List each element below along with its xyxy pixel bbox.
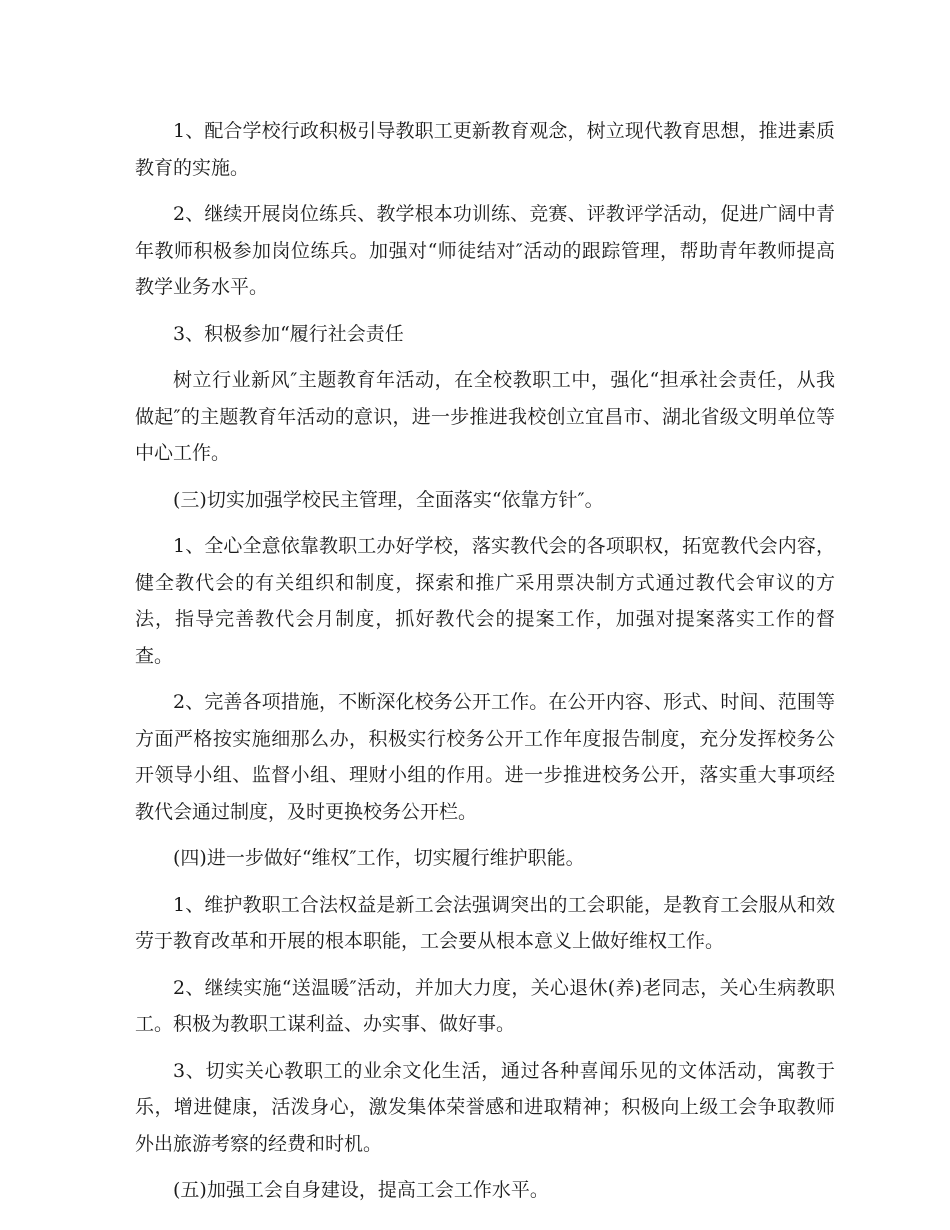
paragraph: 1、维护教职工合法权益是新工会法强调突出的工会职能，是教育工会服从和效劳于教育改革和开展的根本职能，工会要从根本意义上做好维权工作。 — [135, 893, 835, 952]
paragraph: 3、切实关心教职工的业余文化生活，通过各种喜闻乐见的文体活动，寓教于乐，增进健康，活泼身心，激发集体荣誉感和进取精神；积极向上级工会争取教师外出旅游考察的经费和时机。 — [135, 1059, 835, 1155]
paragraph: 2、完善各项措施，不断深化校务公开工作。在公开内容、形式、时间、范围等方面严格按实施细那么办，积极实行校务公开工作年度报告制度，充分发挥校务公开领导小组、监督小组、理财小组的作用。进一步推进校务公开，落实重大事项经教代会通过制度，及时更换校务公开栏。 — [135, 691, 835, 823]
paragraph: 2、继续开展岗位练兵、教学根本功训练、竞赛、评教评学活动，促进广阔中青年教师积极参加岗位练兵。加强对“师徒结对″活动的跟踪管理，帮助青年教师提高教学业务水平。 — [135, 203, 835, 298]
section-heading: (五)加强工会自身建设，提高工会工作水平。 — [173, 1179, 549, 1201]
section-heading: (四)进一步做好“维权″工作，切实履行维护职能。 — [173, 847, 585, 869]
document-body — [135, 113, 835, 1219]
paragraph: 1、配合学校行政积极引导教职工更新教育观念，树立现代教育思想，推进素质教育的实施。 — [135, 120, 835, 179]
paragraph: 3、积极参加“履行社会责任 — [173, 322, 404, 345]
paragraph: 树立行业新风″主题教育年活动，在全校教职工中，强化“担承社会责任，从我做起″的主题教育年活动的意识，进一步推进我校创立宜昌市、湖北省级文明单位等中心工作。 — [135, 369, 835, 464]
paragraph: 2、继续实施“送温暖″活动，并加大力度，关心退休(养)老同志，关心生病教职工。积极为教职工谋利益、办实事、做好事。 — [135, 976, 835, 1035]
paragraph: 1、全心全意依靠教职工办好学校，落实教代会的各项职权，拓宽教代会内容，健全教代会的有关组织和制度，探索和推广采用票决制方式通过教代会审议的方法，指导完善教代会月制度，抓好教代会的提案工作，加强对提案落实工作的督查。 — [135, 535, 835, 667]
section-heading: (三)切实加强学校民主管理，全面落实“依靠方针″。 — [173, 488, 604, 511]
